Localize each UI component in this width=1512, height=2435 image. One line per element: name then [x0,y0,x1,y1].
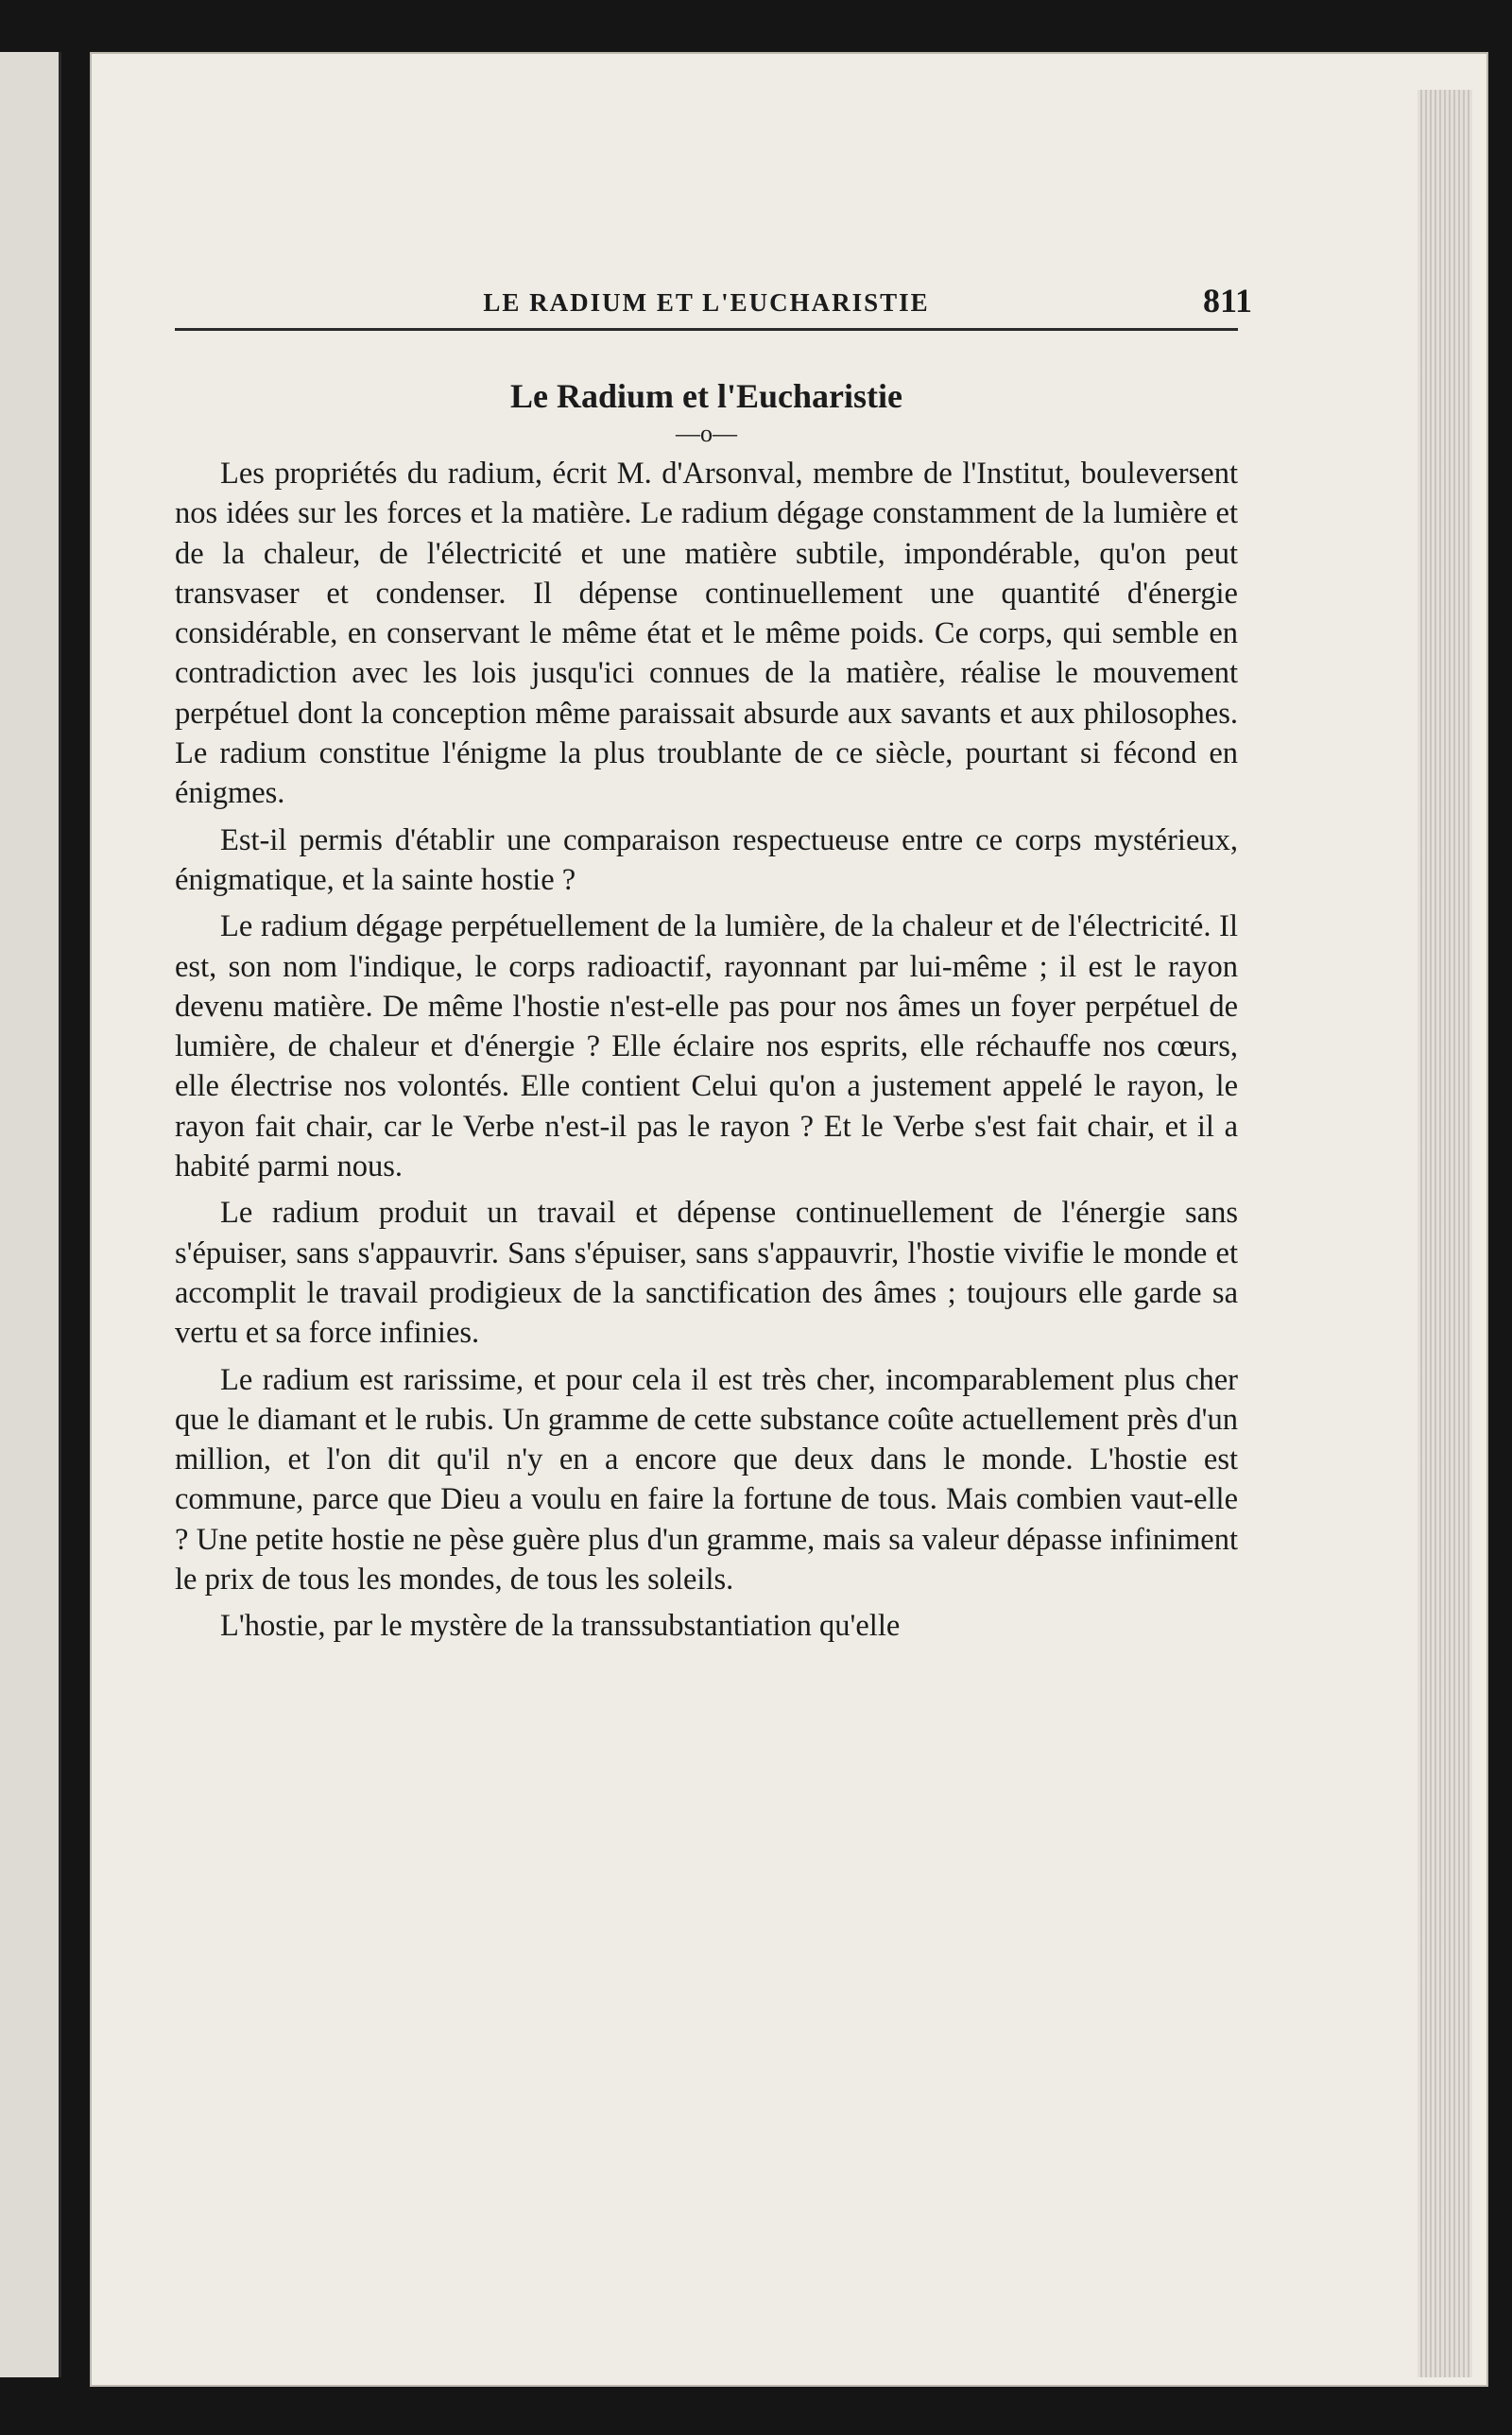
running-header [175,279,1252,331]
paragraph-6: L'hostie, par le mystère de la transsubstantiation qu'elle [220,1609,901,1644]
article-title: Le Radium et l'Eucharistie [510,377,902,415]
paragraph-2: Est-il permis d'établir une comparaison respectueuse entre ce corps mystérieux, énigmatique, et la sainte hostie ? [175,822,1238,897]
title-separator: —o— [676,420,737,447]
facing-page-edge [0,52,61,2377]
running-title: LE RADIUM ET L'EUCHARISTIE [483,288,930,317]
paragraph-3: Le radium dégage perpétuellement de la lumière, de la chaleur et de l'électricité. Il est, son nom l'indique, le corps radioactif, rayonnant par lui-même ; il est le rayon devenu matière. De même l'hostie n'est-elle pas pour nos âmes un foyer perpétuel de lumière, de chaleur et d'énergie ? Elle éclaire nos esprits, elle réchauffe nos cœurs, elle électrise nos volontés. Elle contient Celui qu'on a justement appelé le rayon, le rayon fait chair, car le Verbe n'est-il pas le rayon ? Et le Verbe s'est fait chair, et il a habité parmi nous. [175,909,1238,1184]
page-number: 811 [1202,282,1252,319]
paragraph-5: Le radium est rarissime, et pour cela il est très cher, incomparablement plus cher que le diamant et le rubis. Un gramme de cette substance coûte actuellement près d'un million, et l'on dit qu'il n'y en a encore que deux dans le monde. L'hostie est commune, parce que Dieu a voulu en faire la fortune de tous. Mais combien vaut-elle ? Une petite hostie ne pèse guère plus d'un gramme, mais sa valeur dépasse infiniment le prix de tous les mondes, de tous les soleils. [175,1362,1238,1597]
page-stack-edge [1418,90,1472,2377]
article-body [175,454,1238,1647]
page-content [175,279,1252,1647]
paragraph-4: Le radium produit un travail et dépense continuellement de l'énergie sans s'épuiser, sans s'appauvrir. Sans s'épuiser, sans s'appauvrir, l'hostie vivifie le monde et accomplit le travail prodigieux de la sanctification des âmes ; toujours elle garde sa vertu et sa force infinies. [175,1196,1238,1351]
paragraph-1: Les propriétés du radium, écrit M. d'Arsonval, membre de l'Institut, bouleversent nos idées sur les forces et la matière. Le radium dégage constamment de la lumière et de la chaleur, de l'électricité et une matière subtile, impondérable, qu'on peut transvaser et condenser. Il dépense continuellement une quantité d'énergie considérable, en conservant le même état et le même poids. Ce corps, qui semble en contradiction avec les lois jusqu'ici connues de la matière, réalise le mouvement perpétuel dont la conception même paraissait absurde aux savants et aux philosophes. Le radium constitue l'énigme la plus troublante de ce siècle, pourtant si fécond en énigmes. [175,457,1238,811]
